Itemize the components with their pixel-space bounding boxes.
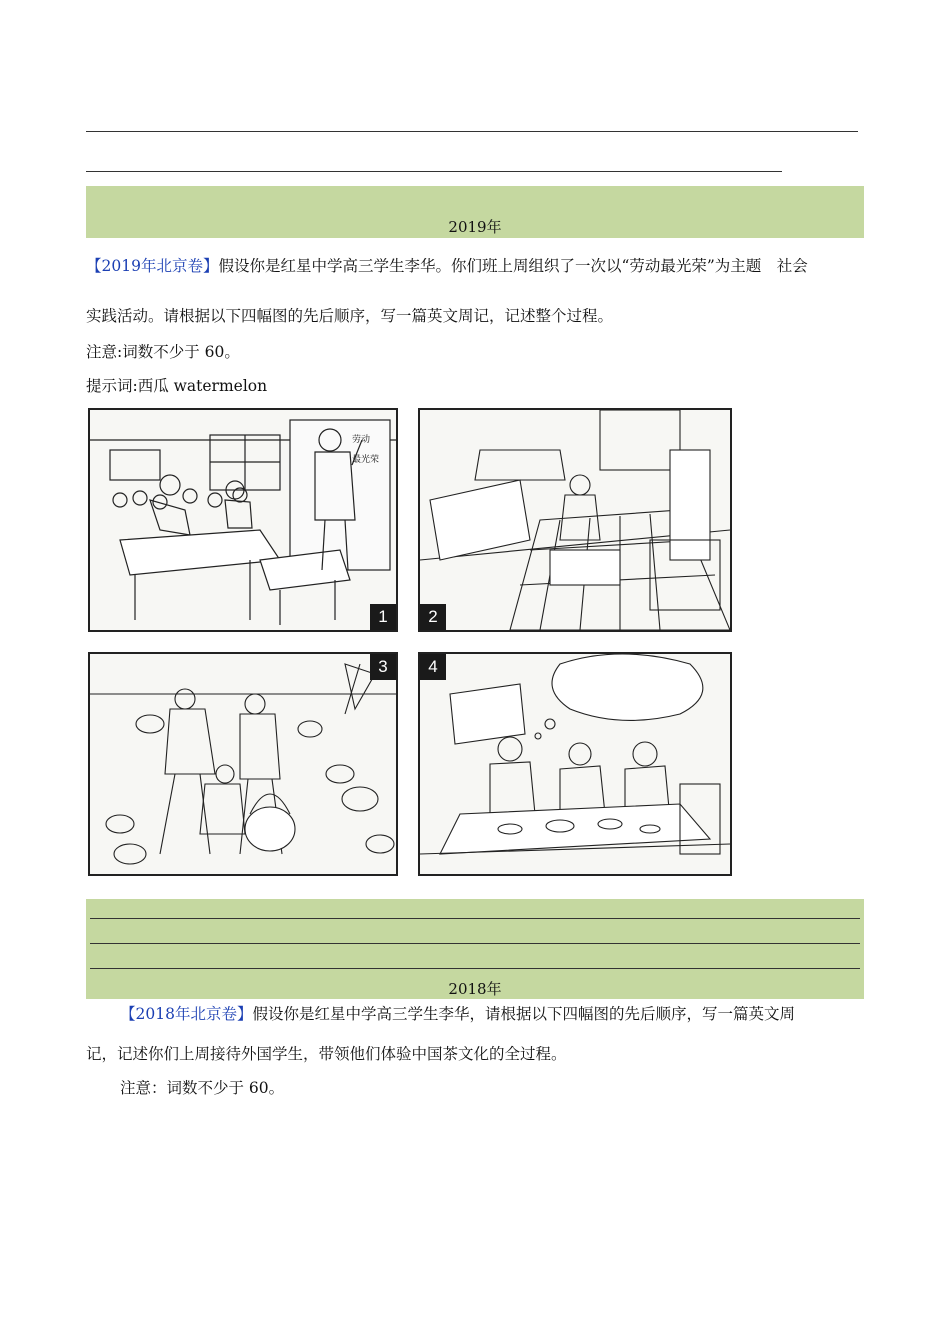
year-band-2018 [86,899,864,999]
panel-number-2: 2 [420,604,446,630]
band-answer-line-3 [90,968,860,969]
note-2019: 注意:词数不少于 60。 [86,343,240,361]
prompt-2018-line1 [120,1004,795,1024]
panel-number-4: 4 [420,654,446,680]
picture-panel-2 [418,408,732,632]
answer-line-1 [86,131,858,132]
prompt-2018-text1: 假设你是红星中学高三学生李华，请根据以下四幅图的先后顺序，写一篇英文周 [252,1005,795,1023]
classroom-illustration [90,410,396,630]
board-text-1: 劳动 [352,435,371,445]
prompt-2019-line1 [86,256,808,276]
answer-line-2 [86,171,782,172]
panel-number-3: 3 [370,654,396,680]
hint-2019: 提示词:西瓜 watermelon [86,377,268,395]
year-label-2019: 2019年 [448,218,502,236]
exam-tag-2019: 【2019年北京卷】 [86,257,219,275]
prompt-2019-line2: 实践活动。请根据以下四幅图的先后顺序，写一篇英文周记，记述整个过程。 [86,307,614,325]
band-answer-line-1 [90,918,860,919]
note-2018: 注意：词数不少于 60。 [120,1079,285,1097]
exam-tag-2018: 【2018年北京卷】 [120,1005,253,1023]
year-label-2018: 2018年 [448,980,502,998]
year-band-2019 [86,186,864,238]
panel-number-1: 1 [370,604,396,630]
board-text-2: 最光荣 [352,455,380,465]
packing-illustration [420,410,730,630]
prompt-2018-line2: 记，记述你们上周接待外国学生，带领他们体验中国茶文化的全过程。 [86,1045,567,1063]
picture-panel-1 [88,408,398,632]
family-dinner-illustration [420,654,730,874]
prompt-2019-text1: 假设你是红星中学高三学生李华。你们班上周组织了一次以“劳动最光荣”为主题 社会 [218,257,808,275]
picture-panel-4 [418,652,732,876]
watermelon-field-illustration [90,654,396,874]
picture-panel-3 [88,652,398,876]
band-answer-line-2 [90,943,860,944]
